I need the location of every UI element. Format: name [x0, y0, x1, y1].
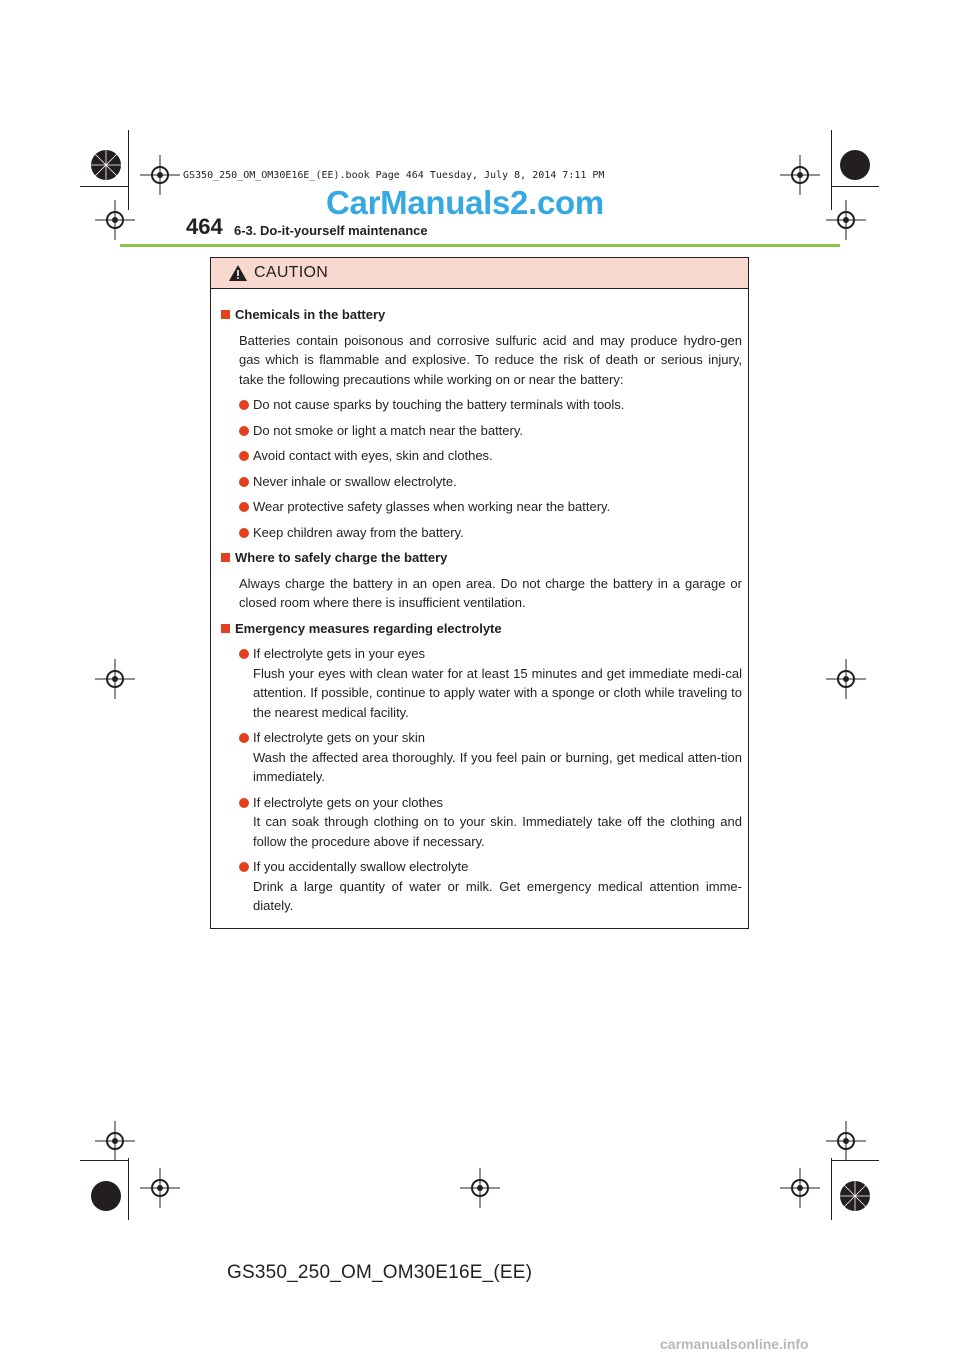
square-bullet-icon — [221, 310, 230, 319]
crosshair-target-icon — [140, 1168, 180, 1208]
list-item-text: Keep children away from the battery. — [253, 524, 464, 540]
list-item-text: It can soak through clothing on to your skin. Immediately take off the clothing and follow the procedure above if necessary. — [253, 814, 742, 849]
dot-target-icon — [86, 1176, 126, 1216]
round-bullet-icon — [239, 502, 249, 512]
round-bullet-icon — [239, 733, 249, 743]
round-bullet-icon — [239, 528, 249, 538]
warning-triangle-icon — [228, 264, 248, 282]
paragraph: Batteries contain poisonous and corrosive sulfuric acid and may produce hydro-gen gas which is flammable and explosive. To reduce the risk of death or serious injury, take the following precautions while working on or near the battery: — [239, 332, 742, 387]
crosshair-target-icon — [826, 659, 866, 699]
heading-text: Chemicals in the battery — [235, 307, 386, 322]
list-item — [221, 728, 742, 787]
list-item — [221, 793, 742, 852]
crop-line — [831, 1158, 832, 1220]
round-bullet-icon — [239, 798, 249, 808]
list-item-text: Wash the affected area thoroughly. If you feel pain or burning, get medical atten-tion immediately. — [253, 749, 742, 784]
list-item — [221, 472, 742, 492]
heading-text: Emergency measures regarding electrolyte — [235, 620, 502, 636]
list-item-text: Wear protective safety glasses when working near the battery. — [253, 499, 611, 514]
list-item — [221, 523, 742, 543]
star-target-icon — [86, 145, 126, 185]
list-item-text: Avoid contact with eyes, skin and clothes. — [253, 448, 493, 463]
round-bullet-icon — [239, 862, 249, 872]
round-bullet-icon — [239, 477, 249, 487]
paragraph: Always charge the battery in an open area. Do not charge the battery in a garage or closed room where there is insufficient ventilation. — [239, 575, 742, 610]
heading-text: Where to safely charge the battery — [235, 550, 448, 565]
list-item-text: Never inhale or swallow electrolyte. — [253, 473, 457, 489]
section-heading — [221, 619, 742, 639]
round-bullet-icon — [239, 400, 249, 410]
caution-body — [211, 289, 748, 916]
section-heading — [221, 548, 742, 568]
list-item — [221, 446, 742, 466]
star-target-icon — [835, 1176, 875, 1216]
square-bullet-icon — [221, 624, 230, 633]
site-watermark[interactable]: carmanualsonline.info — [660, 1336, 809, 1352]
section-heading — [221, 305, 742, 325]
list-item-title: If electrolyte gets on your clothes — [253, 794, 444, 810]
list-item-text: Flush your eyes with clean water for at least 15 minutes and get immediate medi-cal attention. If possible, continue to apply water with a sponge or cloth while traveling to the nearest medical facility. — [253, 665, 742, 720]
list-item-text: Do not cause sparks by touching the battery terminals with tools. — [253, 397, 625, 412]
crosshair-target-icon — [95, 200, 135, 240]
crosshair-target-icon — [460, 1168, 500, 1208]
list-item-text: Drink a large quantity of water or milk. Get emergency medical attention imme-diately. — [253, 878, 742, 913]
crop-line — [80, 186, 128, 187]
list-item — [221, 497, 742, 517]
document-code: GS350_250_OM_OM30E16E_(EE) — [227, 1262, 533, 1283]
list-item-title: If electrolyte gets in your eyes — [253, 646, 425, 661]
list-item — [221, 644, 742, 722]
crosshair-target-icon — [95, 659, 135, 699]
crop-line — [831, 186, 879, 187]
crop-line — [128, 1158, 129, 1220]
dot-target-icon — [835, 145, 875, 185]
round-bullet-icon — [239, 451, 249, 461]
caution-header — [211, 258, 748, 289]
round-bullet-icon — [239, 426, 249, 436]
list-item — [221, 857, 742, 916]
header-rule — [120, 244, 840, 247]
crosshair-target-icon — [780, 1168, 820, 1208]
crop-line — [128, 130, 129, 210]
list-item-text: Do not smoke or light a match near the battery. — [253, 422, 524, 438]
caution-box — [210, 257, 749, 929]
crop-line — [831, 130, 832, 210]
list-item — [221, 421, 742, 441]
caution-label: CAUTION — [254, 264, 329, 281]
watermark-logo[interactable]: CarManuals2.com — [326, 184, 604, 221]
list-item — [221, 395, 742, 415]
list-item-title: If you accidentally swallow electrolyte — [253, 859, 469, 874]
list-item-title: If electrolyte gets on your skin — [253, 730, 425, 745]
page-number: 464 — [186, 214, 223, 239]
section-title: 6-3. Do-it-yourself maintenance — [234, 223, 428, 238]
crosshair-target-icon — [826, 200, 866, 240]
round-bullet-icon — [239, 649, 249, 659]
crosshair-target-icon — [95, 1121, 135, 1161]
crosshair-target-icon — [140, 155, 180, 195]
crosshair-target-icon — [780, 155, 820, 195]
crosshair-target-icon — [826, 1121, 866, 1161]
print-header: GS350_250_OM_OM30E16E_(EE).book Page 464 Tuesday, July 8, 2014 7:11 PM — [183, 170, 605, 181]
square-bullet-icon — [221, 553, 230, 562]
